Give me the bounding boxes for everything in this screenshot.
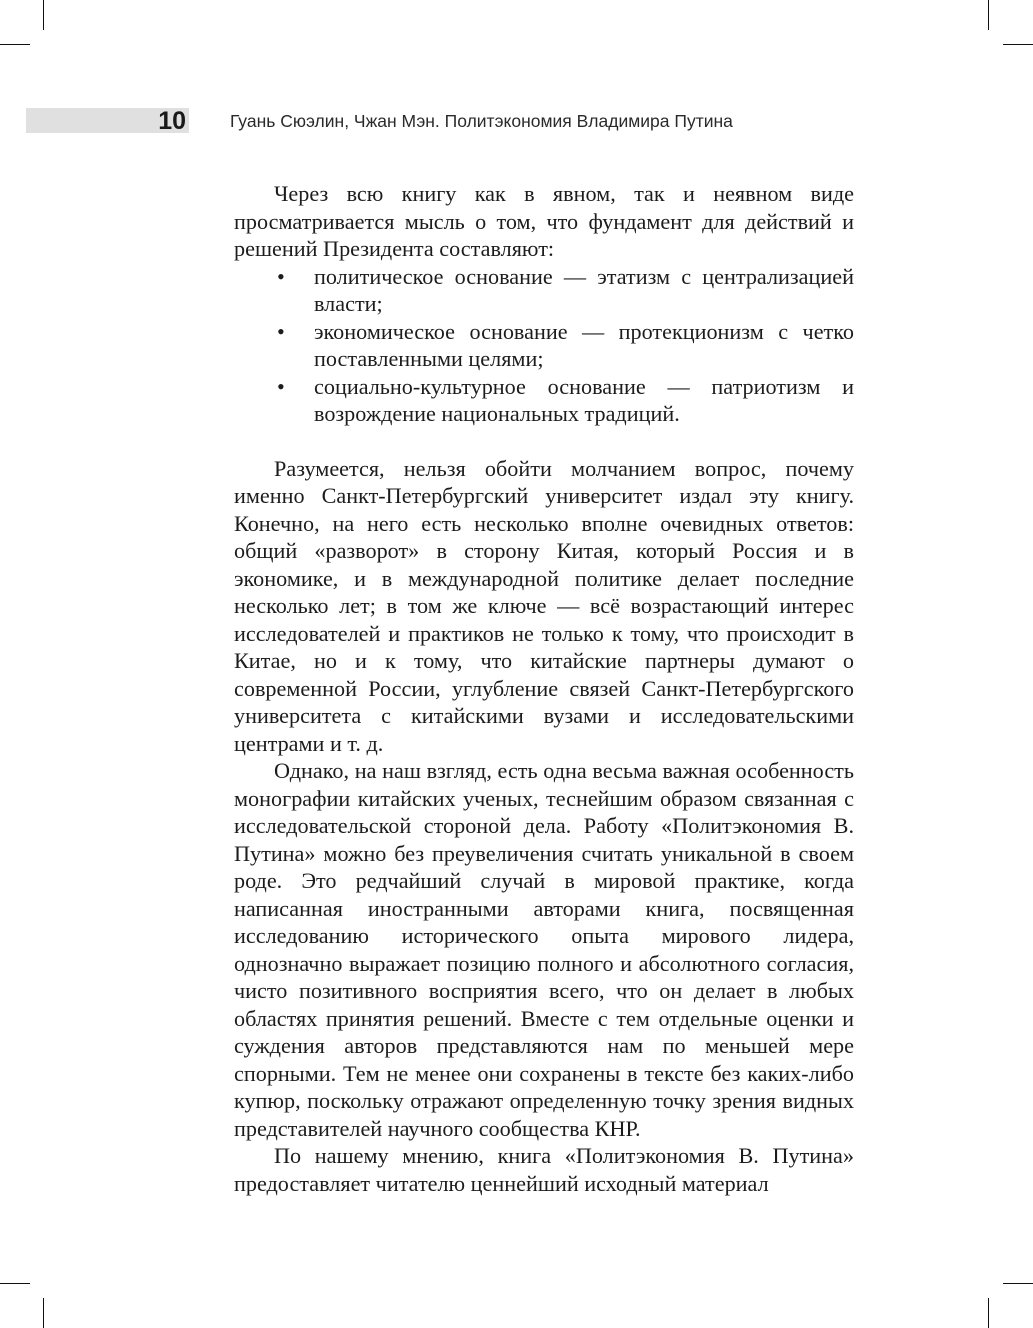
list-item-text: экономическое основание — протекционизм с четко поставленными целями;: [314, 318, 854, 371]
crop-mark-top-left-vertical: [43, 0, 44, 30]
paragraph: По нашему мнению, книга «Политэкономия В. Путина» предоставляет читателю ценнейший исходный материал: [234, 1143, 854, 1196]
section-spacer: [234, 428, 854, 455]
running-title: Гуань Сюэлин, Чжан Мэн. Политэкономия Владимира Путина: [230, 111, 733, 131]
main-text: [234, 180, 854, 1197]
bullet-icon: •: [277, 263, 285, 289]
bullet-icon: •: [277, 318, 285, 344]
crop-mark-bottom-right-vertical: [988, 1298, 989, 1328]
list-item-text: социально-культурное основание — патриотизм и возрождение национальных традиций.: [314, 373, 854, 426]
list-item: [277, 263, 854, 318]
crop-mark-bottom-left-horizontal: [0, 1283, 30, 1284]
crop-mark-bottom-right-horizontal: [1003, 1283, 1033, 1284]
intro-paragraph: Через всю книгу как в явном, так и неявном виде просматривается мысль о том, что фундамент для действий и решений Президента составляют:: [234, 181, 854, 261]
list-item-text: политическое основание — этатизм с централизацией власти;: [314, 263, 854, 316]
crop-mark-top-right-vertical: [988, 0, 989, 30]
crop-mark-top-left-horizontal: [0, 44, 30, 45]
bullet-icon: •: [277, 373, 285, 399]
crop-mark-top-right-horizontal: [1003, 44, 1033, 45]
list-item: [277, 318, 854, 373]
paragraph: Однако, на наш взгляд, есть одна весьма важная особенность монографии китайских ученых, теснейшим образом связанная с исследовательской стороной дела. Работу «Политэкономия В. Путина» можно без преувеличения считать уникальной в своем роде. Это редчайший случай в мировой практике, когда написанная иностранными авторами книга, посвященная исследованию исторического опыта мирового лидера, однозначно выражает позицию полного и абсолютного согласия, чисто позитивного восприятия всего, что он делает в любых областях принятия решений. Вместе с тем отдельные оценки и суждения авторов представляются нам по меньшей мере спорными. Тем не менее они сохранены в тексте без каких-либо купюр, поскольку отражают определенную точку зрения видных представителей научного сообщества КНР.: [234, 758, 854, 1141]
page-number: 10: [158, 107, 186, 135]
list-item: [277, 373, 854, 428]
crop-mark-bottom-left-vertical: [43, 1298, 44, 1328]
foundations-list: [234, 263, 854, 428]
paragraph: Разумеется, нельзя обойти молчанием вопрос, почему именно Санкт-Петербургский университет издал эту книгу. Конечно, на него есть несколько вполне очевидных ответов: общий «разворот» в сторону Китая, который Россия и в экономике, и в международной политике делает последние несколько лет; в том же ключе — всё возрастающий интерес исследователей и практиков не только к тому, что происходит в Китае, но и к тому, что китайские партнеры думают о современной России, углубление связей Санкт-Петербургского университета с китайскими вузами и исследовательскими центрами и т. д.: [234, 455, 854, 756]
